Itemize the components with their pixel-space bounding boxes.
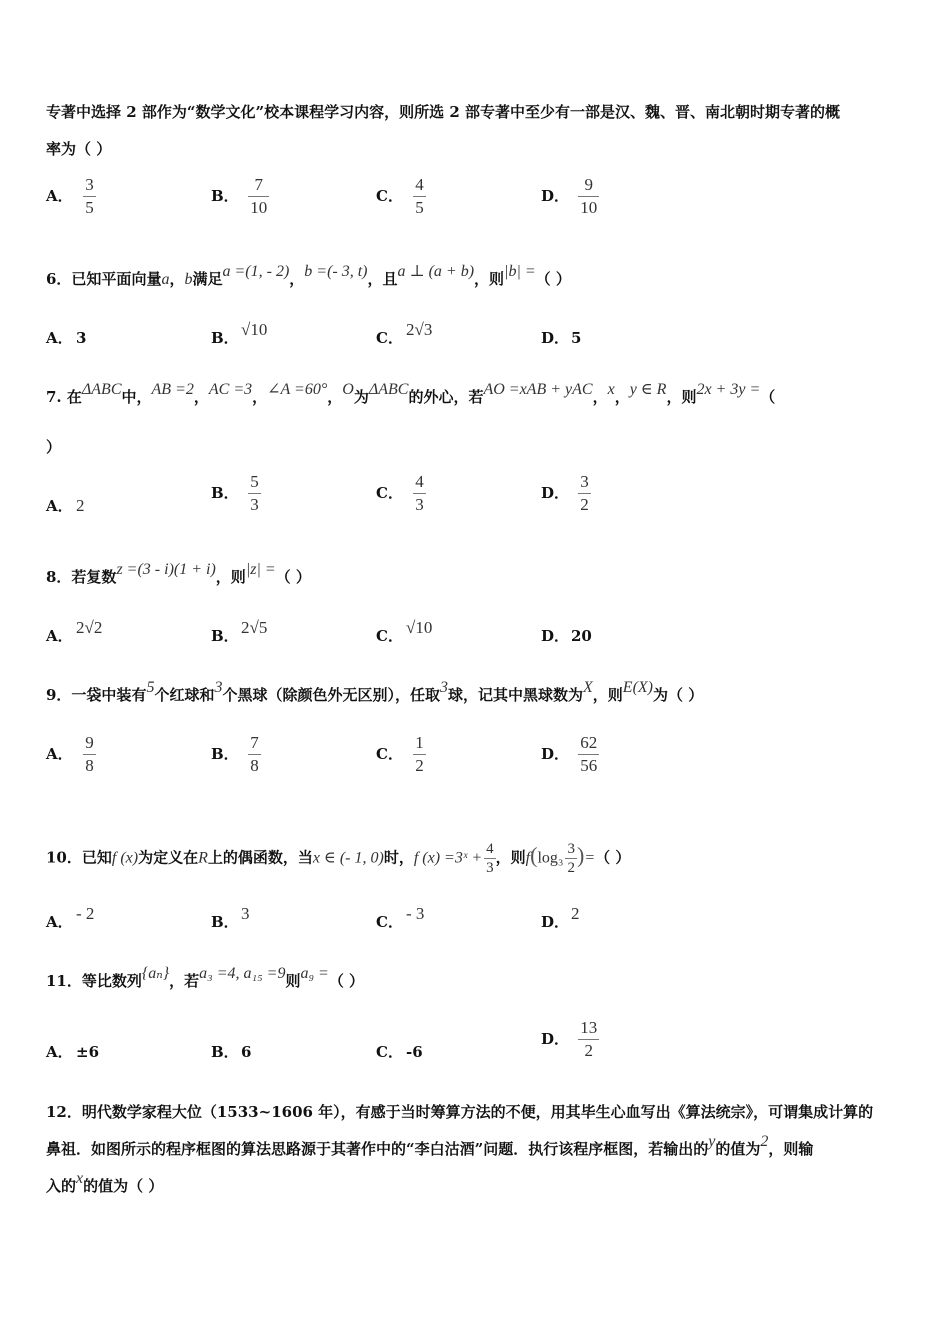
q9-option-d[interactable]: D． $\frac{62}{56}$: [541, 733, 598, 775]
q7-option-a[interactable]: A． 2: [46, 496, 85, 515]
q10-option-d[interactable]: D． 2: [541, 904, 580, 931]
fraction: $\frac{3}{2}$: [580, 472, 589, 514]
q7-stem-line1: 7. 在ΔABC中，AB =2，AC =3，∠A =60°，O为ΔABC的外心，若AO =xAB + yAC，x，y ∈ R，则2x + 3y =（: [46, 381, 776, 406]
q10-option-c[interactable]: C． - 3: [376, 904, 425, 931]
option-label: A．: [46, 186, 73, 205]
q6-option-d[interactable]: D． 5: [541, 329, 582, 347]
option-value: 2: [76, 496, 85, 515]
q7-option-b[interactable]: B． $\frac{5}{3}$: [211, 472, 259, 514]
option-value: 6: [241, 1043, 252, 1061]
q5-option-c[interactable]: [376, 174, 426, 219]
q10-option-b[interactable]: B． 3: [211, 904, 250, 931]
option-value: √10: [241, 320, 268, 339]
q8-option-b[interactable]: B． 2√5: [211, 618, 268, 645]
option-value: √10: [406, 618, 433, 637]
q5-option-a[interactable]: [46, 174, 96, 219]
option-value: 2√2: [76, 618, 103, 637]
fraction: $\frac{4}{3}$: [415, 472, 424, 514]
fraction: $\frac{5}{3}$: [250, 472, 259, 514]
fraction: $\frac{13}{2}$: [580, 1018, 598, 1060]
option-value: -6: [406, 1043, 423, 1061]
option-value: 2√5: [241, 618, 268, 637]
q11-option-c[interactable]: C． -6: [376, 1043, 423, 1061]
q11-option-b[interactable]: B． 6: [211, 1043, 252, 1061]
option-value: 3: [76, 329, 87, 347]
fraction: $\frac{7}{10}$: [250, 175, 268, 217]
q7-option-d[interactable]: D． $\frac{3}{2}$: [541, 472, 589, 514]
fraction: $\frac{4}{3}$: [486, 841, 494, 876]
option-value: ±6: [76, 1043, 100, 1061]
fraction: $\frac{62}{56}$: [580, 733, 598, 775]
q12-stem-line3: 入的x的值为（ ）: [46, 1170, 164, 1195]
option-value: 2: [571, 904, 580, 923]
q9-option-c[interactable]: C． $\frac{1}{2}$: [376, 733, 424, 775]
q6-option-b[interactable]: B． √10: [211, 320, 268, 347]
q9-option-a[interactable]: A． $\frac{9}{8}$: [46, 733, 94, 775]
q6-option-c[interactable]: C． 2√3: [376, 320, 433, 347]
q10-stem: 10．已知f (x)为定义在R上的偶函数，当x ∈ (- 1, 0)时，f (x) =3ˣ + $\frac{4}{3}$ ，则f(log₃ $\frac{3}{2}$ )=（ ）: [46, 841, 631, 876]
q7-option-c[interactable]: C． $\frac{4}{3}$: [376, 472, 424, 514]
q12-stem-line1: 12．明代数学家程大位（1533~1606 年），有感于当时筹算方法的不便，用其毕生心血写出《算法统宗》，可谓集成计算的: [46, 1103, 874, 1121]
q9-option-b[interactable]: B． $\frac{7}{8}$: [211, 733, 259, 775]
fraction: $\frac{3}{5}$: [85, 175, 94, 217]
option-value: 20: [571, 627, 592, 645]
fraction: $\frac{7}{8}$: [250, 733, 259, 775]
option-value: - 2: [76, 904, 95, 923]
q6-stem: 6．已知平面向量a，b满足a =(1, - 2)，b =(- 3, t)，且a ⊥ (a + b)，则|b| =（ ）: [46, 263, 571, 288]
q8-stem: 8．若复数z =(3 - i)(1 + i)，则|z| =（ ）: [46, 561, 311, 586]
option-value: - 3: [406, 904, 425, 923]
fraction: $\frac{9}{10}$: [580, 175, 598, 217]
q8-option-d[interactable]: D． 20: [541, 627, 592, 645]
option-value: 3: [241, 904, 250, 923]
q10-option-a[interactable]: A． - 2: [46, 904, 95, 931]
q11-option-d[interactable]: D． $\frac{13}{2}$: [541, 1018, 598, 1060]
fraction: $\frac{3}{2}$: [567, 841, 575, 876]
fraction: $\frac{9}{8}$: [85, 733, 94, 775]
q5-stem-line2: 率为（ ）: [46, 140, 112, 158]
q8-option-a[interactable]: A． 2√2: [46, 618, 103, 645]
fraction: $\frac{1}{2}$: [415, 733, 424, 775]
fraction: $\frac{4}{5}$: [415, 175, 424, 217]
q8-option-c[interactable]: C． √10: [376, 618, 433, 645]
option-label: C．: [376, 186, 403, 205]
q5-option-b[interactable]: [211, 174, 269, 219]
q7-stem-line2: ）: [46, 438, 62, 456]
option-label: B．: [211, 186, 239, 205]
q5-option-d[interactable]: [541, 174, 599, 219]
q9-stem: 9．一袋中装有5个红球和3个黑球（除颜色外无区别），任取3球，记其中黑球数为X，则E(X)为（ ）: [46, 679, 704, 704]
q6-option-a[interactable]: A． 3: [46, 329, 87, 347]
option-value: 2√3: [406, 320, 433, 339]
q11-option-a[interactable]: A． ±6: [46, 1043, 100, 1061]
option-value: 5: [571, 329, 582, 347]
q12-stem-line2: 鼻祖．如图所示的程序框图的算法思路源于其著作中的“李白沽酒”问题．执行该程序框图，若输出的y的值为2，则输: [46, 1133, 814, 1158]
q5-stem-line1: 专著中选择 2 部作为“数学文化”校本课程学习内容，则所选 2 部专著中至少有一部是汉、魏、晋、南北朝时期专著的概: [46, 103, 841, 121]
option-label: D．: [541, 186, 570, 205]
q11-stem: 11．等比数列{aₙ}，若a₃ =4, a₁₅ =9则a₉ =（ ）: [46, 965, 365, 990]
